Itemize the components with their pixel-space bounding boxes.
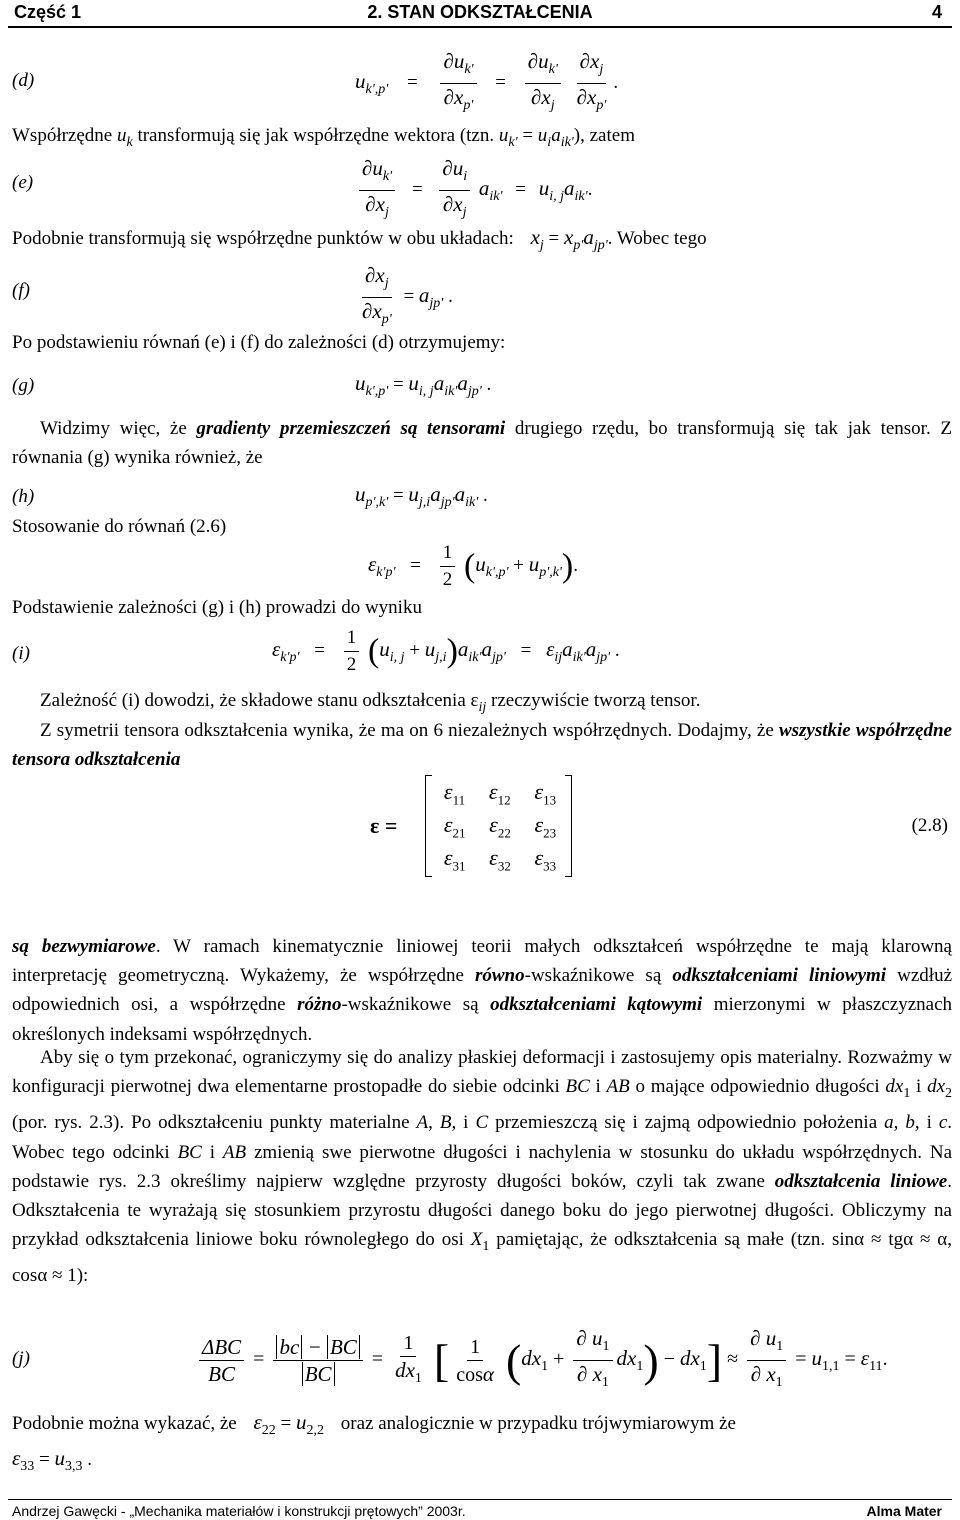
- chapter-title: 2. STAN ODKSZTAŁCENIA: [367, 2, 593, 22]
- strain-matrix: $\varepsilon_{11}$ $\varepsilon_{12}$ $\varepsilon_{13}$ $\varepsilon_{21}$ $\varepsilon_{22}$ $\varepsilon_{23}$ $\varepsilon_{31}$ $\varepsilon_{32}$ $\varepsilon_{33}$: [425, 775, 572, 877]
- paragraph-analysis: Aby się o tym przekonać, ograniczymy się do analizy płaskiej deformacji i zastosujemy opis materialny. Rozważmy w konfiguracji pierwotnej dwa elementarne prostopadłe do siebie odcinki BC i AB o mające odpowiednio długości $dx_1$ i $dx_2$ (por. rys. 2.3). Po odkształceniu punkty materialne A, B, i C przemieszczą się i zajmą odpowiednio położenia a, b, i c. Wobec tego odcinki BC i AB zmienią swe pierwotne długości i nachylenia w stosunku do układu współrzędnych. Na podstawie rys. 2.3 określimy najpierw względne przyrosty długości boków, czyli tak zwane odkształcenia liniowe. Odkształcenia te wyrażają się stosunkiem przyrostu długości danego boku do jego pierwotnej długości. Obliczymy na przykład odkształcenia liniowe boku równoległego do osi $X_1$ pamiętając, że odkształcenia są małe (tzn. sinα ≈ tgα ≈ α, cosα ≈ 1):: [12, 1047, 953, 1287]
- paragraph-similarly: Podobnie można wykazać, że $\varepsilon_{22} = u_{2,2}$ oraz analogicznie w przypadku trójwymiarowym że: [12, 1410, 736, 1438]
- equation-g: $u_{k',p'} = u_{i, j}a_{ik'}a_{jp'}$ .: [355, 371, 492, 399]
- label-j: (j): [12, 1348, 30, 1369]
- paragraph-substitute: Po podstawieniu równań (e) i (f) do zależności (d) otrzymujemy:: [12, 332, 506, 353]
- part-label: Część 1: [14, 2, 82, 22]
- paragraph-according: Stosowanie do równań (2.6): [12, 516, 227, 537]
- paragraph-result: Podstawienie zależności (g) i (h) prowadzi do wyniku: [12, 597, 422, 618]
- label-g: (g): [12, 375, 35, 396]
- paragraph-transform: Współrzędne $u_k$ transformują się jak współrzędne wektora (tzn. $u_{k'} = u_ia_{ik'}$), zatem: [12, 125, 635, 150]
- page-footer: [8, 1499, 952, 1520]
- label-h: (h): [12, 486, 35, 507]
- paragraph-symmetry: Z symetrii tensora odkształcenia wynika, że ma on 6 niezależnych współrzędnych. Dodajmy, że wszystkie współrzędne tensora odkształcenia: [12, 720, 952, 771]
- equation-j: $\frac{\text{ΔBC}}{BC}$ = $\frac{bc - BC}{BC}$ = $\frac{1}{dx_1}$ [ $\frac{1}{\cos\alpha}$ ($dx_1$ + $\frac{\partial u_1}{\partial x_1}$ $dx_1) - dx_1$] ≈ $\frac{\partial u_1}{\partial x_1}$ = $u_{1,1} = \varepsilon_{11}$.: [195, 1325, 888, 1396]
- epsilon-symbol: ε =: [370, 813, 398, 838]
- equation-f: $\frac{\partial x_j}{\partial x_{p'}}$ = $a_{jp'}$ .: [362, 263, 453, 327]
- equation-eps33: $\varepsilon_{33} = u_{3,3}$ .: [12, 1446, 92, 1474]
- footer-publisher: Alma Mater: [866, 1503, 942, 1519]
- label-d: (d): [12, 70, 35, 91]
- equation-e: $\frac{\partial u_{k'}}{\partial x_j}$ = $\frac{\partial u_i}{\partial x_j}$ $a_{ik'} = u_{i, j}a_{ik'}$.: [355, 155, 592, 226]
- label-e: (e): [12, 172, 34, 193]
- paragraph-tensor: Zależność (i) dowodzi, że składowe stanu odkształcenia $\varepsilon_{ij}$ rzeczywiście tworzą tensor.: [40, 690, 701, 715]
- footer-author: Andrzej Gawęcki - „Mechanika materiałów i konstrukcji prętowych” 2003r.: [12, 1503, 466, 1519]
- paragraph-gradients: Widzimy więc, że gradienty przemieszczeń są tensorami drugiego rzędu, bo transformują się tak jak tensor. Z równania (g) wynika również, że: [12, 418, 952, 469]
- label-i: (i): [12, 643, 30, 664]
- equation-h: $u_{p',k'} = u_{j,i}a_{jp'}a_{ik'}$ .: [355, 482, 488, 510]
- equation-strain: $\varepsilon_{k'p'}$ = $\frac{1}{2}$ $(u_{k',p'} + u_{p',k'})$.: [368, 542, 578, 590]
- equation-number-2-8: (2.8): [911, 815, 948, 836]
- page-number: 4: [931, 2, 942, 22]
- paragraph-points: Podobnie transformują się współrzędne punktów w obu układach: $x_j = x_{p'}a_{jp'}$. Wobec tego: [12, 225, 707, 253]
- paragraph-dimensionless: są bezwymiarowe. W ramach kinematycznie liniowej teorii małych odkształceń współrzędne te mają klarowną interpretację geometryczną. Wykażemy, że współrzędne równo-wskaźnikowe są odkształceniami liniowymi wzdłuż odpowiednich osi, a współrzędne różno-wskaźnikowe są odkształceniami kątowymi mierzonymi w płaszczyznach określonych indeksami współrzędnych.: [12, 936, 953, 1045]
- equation-d: $u_{k',p'}$ = $\frac{\partial u_{k'}}{\partial x_{p'}}$ = $\frac{\partial u_{k'}}{\partial x_j}$ $\frac{\partial x_j}{\partial x_{p'}}$ .: [355, 49, 619, 113]
- equation-i: $\varepsilon_{k'p'}$ = $\frac{1}{2}$ $(u_{i, j} + u_{j,i})a_{ik'}a_{jp'} = \varepsilon_{ij}a_{ik'}a_{jp'}$ .: [272, 627, 620, 675]
- page-header: [8, 0, 952, 28]
- label-f: (f): [12, 280, 30, 301]
